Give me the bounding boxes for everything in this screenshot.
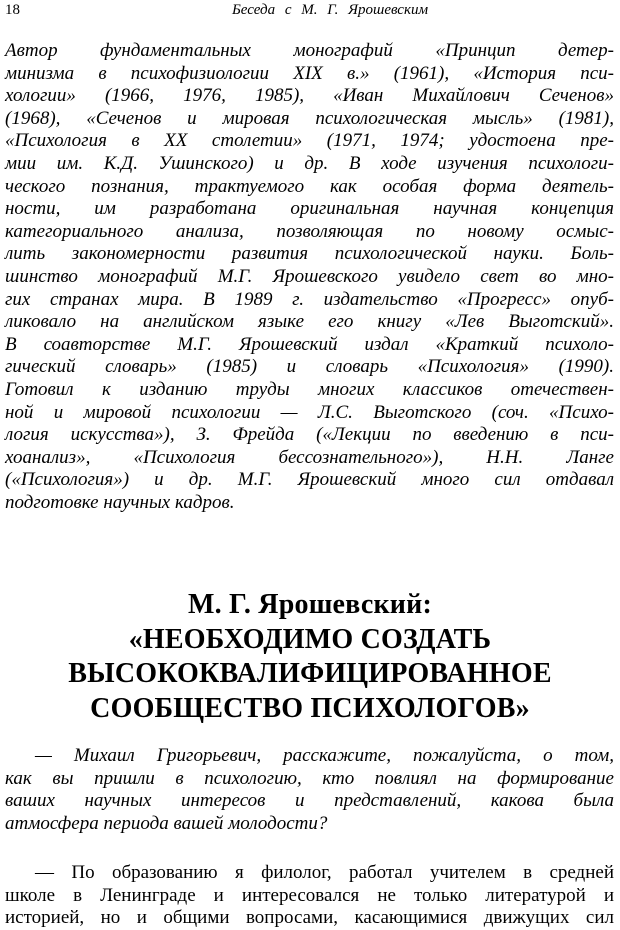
bio-line: минизма в психофизиологии XIX в.» (1961), «История пси-	[5, 62, 614, 84]
bio-line: («Психология») и др. М.Г. Ярошевский много сил отдавал	[5, 469, 614, 491]
bio-line: логия искусства»), З. Фрейда («Лекции по введению в пси-	[5, 424, 614, 446]
bio-line: подготовке научных кадров.	[5, 491, 235, 513]
interview-answer	[5, 862, 614, 930]
question-line: ваших научных интересов и представлений, какова была	[5, 790, 614, 812]
answer-line: — По образованию я филолог, работал учителем в средней	[35, 862, 614, 883]
question-line: — Михаил Григорьевич, расскажите, пожалуйста, о том,	[35, 745, 614, 766]
bio-line: Автор фундаментальных монографий «Принцип детер-	[5, 40, 614, 61]
bio-line: категориального анализа, позволяющая по новому осмыс-	[5, 220, 614, 242]
author-bio-paragraph	[5, 40, 614, 514]
bio-line: ликовало на английском языке его книгу «Лев Выготский».	[5, 311, 614, 333]
bio-line: хологии» (1966, 1976, 1985), «Иван Михайлович Сеченов»	[5, 85, 614, 107]
bio-line: мии им. К.Д. Ушинского) и др. В ходе изучения психологи-	[5, 152, 614, 174]
bio-line: гих странах мира. В 1989 г. издательство «Прогресс» опуб-	[5, 288, 614, 310]
title-line: ВЫСОКОКВАЛИФИЦИРОВАННОЕ	[68, 658, 552, 689]
bio-line: шинство монографий М.Г. Ярошевского увидело свет во мно-	[5, 265, 614, 287]
bio-line: гический словарь» (1985) и словарь «Психология» (1990).	[5, 356, 614, 378]
bio-line: ческого познания, трактуемого как особая форма деятель-	[5, 175, 614, 197]
bio-line: Готовил к изданию труды многих классиков отечествен-	[5, 378, 614, 400]
bio-line: «Психология в XX столетии» (1971, 1974; удостоена пре-	[5, 130, 614, 152]
article-title	[0, 588, 620, 726]
bio-line: хоанализ», «Психология бессознательного»), Н.Н. Ланге	[5, 446, 614, 468]
bio-line: ности, им разработана оригинальная научная концепция	[5, 198, 614, 220]
answer-line: школе в Ленинграде и интересовался не только литературой и	[5, 884, 614, 906]
bio-line: лить закономерности развития психологической науки. Боль-	[5, 243, 614, 265]
title-line: «НЕОБХОДИМО СОЗДАТЬ	[128, 623, 492, 655]
page-header	[0, 0, 620, 22]
bio-line: ной и мировой психологии — Л.С. Выготского (соч. «Психо-	[5, 401, 614, 423]
running-head: Беседа с М. Г. Ярошевским	[231, 2, 429, 18]
interview-question	[5, 745, 614, 835]
question-line: как вы пришли в психологию, кто повлиял на формирование	[5, 767, 614, 789]
bio-line: (1968), «Сеченов и мировая психологическая мысль» (1981),	[5, 107, 614, 129]
title-line: СООБЩЕСТВО ПСИХОЛОГОВ»	[90, 692, 530, 724]
bio-line: В соавторстве М.Г. Ярошевский издал «Краткий психоло-	[5, 333, 614, 355]
page-number: 18	[5, 2, 20, 18]
answer-line: историей, но и общими вопросами, касающимися движущих сил	[5, 907, 614, 929]
title-line: М. Г. Ярошевский:	[188, 589, 432, 620]
question-line: атмосфера периода вашей молодости?	[5, 812, 328, 834]
